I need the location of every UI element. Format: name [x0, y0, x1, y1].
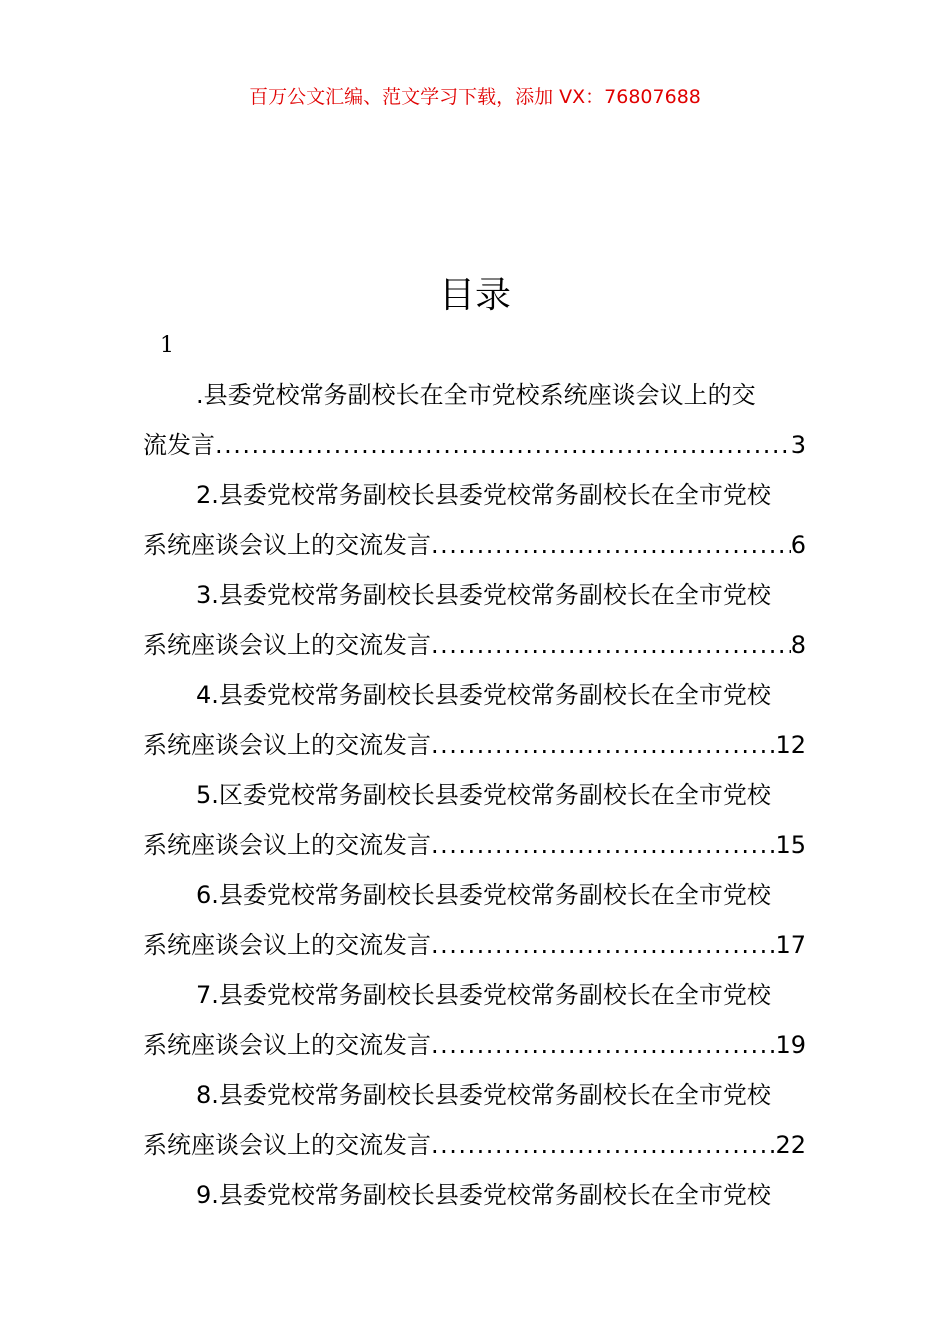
toc-page-number: 12 [775, 731, 806, 759]
toc-entry-title-tail: 系统座谈会议上的交流发言 [143, 831, 431, 859]
toc-entry-1[interactable] [143, 370, 806, 470]
toc-entry-title: 9.县委党校常务副校长县委党校常务副校长在全市党校 [196, 1181, 771, 1209]
toc-entry-title-tail: 系统座谈会议上的交流发言 [143, 631, 431, 659]
toc-entry-title: 7.县委党校常务副校长县委党校常务副校长在全市党校 [196, 981, 771, 1009]
dot-leader [431, 920, 775, 970]
toc-entry-7[interactable] [143, 970, 806, 1070]
toc-page-number: 8 [790, 631, 806, 659]
toc-entry-title-tail: 系统座谈会议上的交流发言 [143, 731, 431, 759]
toc-entry-2[interactable] [143, 470, 806, 570]
toc-entry-title-tail: 系统座谈会议上的交流发言 [143, 1031, 431, 1059]
dot-leader [431, 820, 775, 870]
dot-leader [431, 1020, 775, 1070]
dot-leader [431, 620, 791, 670]
toc-list [143, 370, 806, 1220]
toc-entry-title: 2.县委党校常务副校长县委党校常务副校长在全市党校 [196, 481, 771, 509]
toc-page-number: 19 [775, 1031, 806, 1059]
toc-entry-continuation [143, 520, 806, 570]
dot-leader [215, 420, 791, 470]
toc-page-number: 17 [775, 931, 806, 959]
toc-entry-continuation [143, 620, 806, 670]
toc-entry-3[interactable] [143, 570, 806, 670]
toc-page-number: 6 [790, 531, 806, 559]
toc-page-number: 15 [775, 831, 806, 859]
toc-entry-continuation [143, 920, 806, 970]
toc-entry-title-tail: 系统座谈会议上的交流发言 [143, 531, 431, 559]
toc-entry-5[interactable] [143, 770, 806, 870]
toc-entry-continuation [143, 720, 806, 770]
toc-page-number: 22 [775, 1131, 806, 1159]
dot-leader [431, 720, 775, 770]
page-marker: 1 [160, 333, 174, 358]
toc-entry-title: 4.县委党校常务副校长县委党校常务副校长在全市党校 [196, 681, 771, 709]
toc-entry-title: .县委党校常务副校长在全市党校系统座谈会议上的交 [196, 381, 756, 409]
dot-leader [431, 520, 791, 570]
toc-entry-title: 8.县委党校常务副校长县委党校常务副校长在全市党校 [196, 1081, 771, 1109]
toc-entry-continuation [143, 420, 806, 470]
toc-entry-continuation [143, 1020, 806, 1070]
page-title: 目录 [438, 275, 511, 316]
dot-leader [431, 1120, 775, 1170]
toc-page-number: 3 [790, 431, 806, 459]
toc-entry-title-tail: 流发言 [143, 431, 215, 459]
toc-entry-6[interactable] [143, 870, 806, 970]
toc-entry-4[interactable] [143, 670, 806, 770]
toc-entry-title: 5.区委党校常务副校长县委党校常务副校长在全市党校 [196, 781, 771, 809]
toc-entry-title-tail: 系统座谈会议上的交流发言 [143, 931, 431, 959]
header-banner: 百万公文汇编、范文学习下载，添加 VX：76807688 [249, 86, 701, 108]
toc-entry-title: 3.县委党校常务副校长县委党校常务副校长在全市党校 [196, 581, 771, 609]
toc-entry-continuation [143, 820, 806, 870]
toc-entry-continuation [143, 1120, 806, 1170]
toc-entry-title-tail: 系统座谈会议上的交流发言 [143, 1131, 431, 1159]
toc-entry-8[interactable] [143, 1070, 806, 1170]
toc-entry-9[interactable] [143, 1170, 806, 1220]
toc-entry-title: 6.县委党校常务副校长县委党校常务副校长在全市党校 [196, 881, 771, 909]
